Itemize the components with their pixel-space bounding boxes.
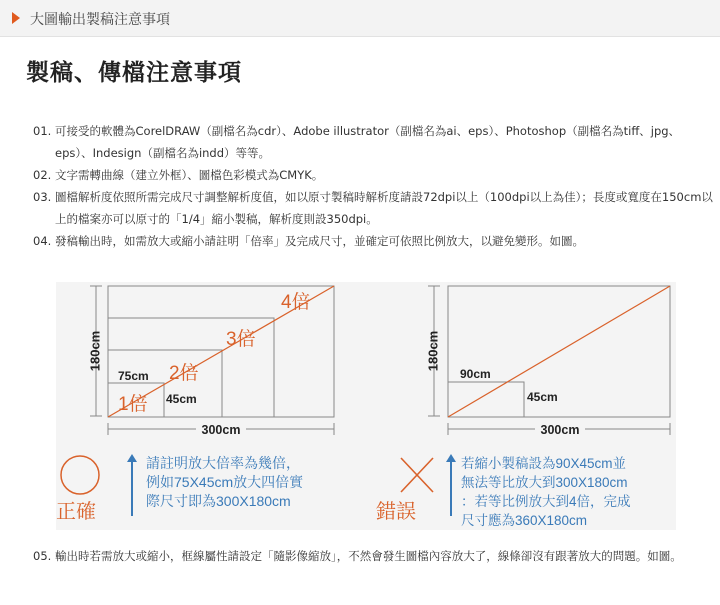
height-label: 180cm — [87, 330, 103, 372]
list-item — [33, 164, 717, 186]
item-number: 03. — [33, 190, 52, 204]
item-text: 可接受的軟體為CorelDRAW（副檔名為cdr）、Adobe illustrator（副檔名為ai、eps）、Photoshop（副檔名為tiff、jpg、eps）、Indesign（副檔名為indd）等等。 — [55, 124, 681, 160]
width-label: 300cm — [540, 423, 580, 437]
small-height-label: 45cm — [166, 392, 197, 406]
wrong-example — [376, 286, 670, 528]
draft-size-rect — [448, 382, 524, 417]
item-number: 04. — [33, 234, 52, 248]
list-item — [33, 186, 717, 230]
diagonal-line — [448, 286, 670, 417]
note-line: 請註明放大倍率為幾倍， — [146, 455, 300, 471]
page-title: 製稿、傳檔注意事項 — [26, 60, 242, 86]
item-text: 輸出時若需放大或縮小，框線屬性請設定「隨影像縮放」，不然會發生圖檔內容放大了，線條卻沒有跟著放大的問題。如圖。 — [55, 549, 682, 563]
verdict-correct: 正確 — [56, 501, 96, 523]
note-line: 無法等比放大到300X180cm — [461, 475, 628, 490]
small-width-label: 90cm — [460, 367, 491, 381]
list-item — [33, 120, 717, 164]
list-item — [33, 545, 717, 567]
scale-label-3x: 3倍 — [226, 329, 256, 350]
item-number: 05. — [33, 549, 52, 563]
list-item — [33, 230, 717, 252]
note-line: 際尺寸即為300X180cm — [146, 493, 291, 509]
width-label: 300cm — [201, 423, 241, 437]
scale-label-1x: 1倍 — [118, 394, 148, 415]
small-width-label: 75cm — [118, 369, 149, 383]
small-height-label: 45cm — [527, 390, 558, 404]
item-number: 01. — [33, 124, 52, 138]
scale-label-2x: 2倍 — [169, 363, 199, 384]
item-text: 發稿輸出時，如需放大或縮小請註明「倍率」及完成尺寸，並確定可依照比例放大，以避免變形。如圖。 — [55, 234, 584, 248]
circle-check-icon — [61, 456, 99, 494]
item-number: 02. — [33, 168, 52, 182]
note-line: ：若等比例放大到4倍，完成 — [461, 494, 631, 509]
scale-label-4x: 4倍 — [281, 292, 311, 313]
note-line: 若縮小製稿設為90X45cm並 — [461, 456, 627, 471]
breadcrumb-title: 大圖輸出製稿注意事項 — [30, 12, 170, 28]
item-text: 圖檔解析度依照所需完成尺寸調整解析度值，如以原寸製稿時解析度請設72dpi以上（100dpi以上為佳）；長度或寬度在150cm以上的檔案亦可以原寸的「1/4」縮小製稿，解析度則設350dpi。 — [55, 190, 713, 226]
note-line: 例如75X45cm放大四倍實 — [146, 474, 304, 490]
item-text: 文字需轉曲線（建立外框）、圖檔色彩模式為CMYK。 — [55, 168, 324, 182]
scaling-diagram — [56, 282, 676, 530]
correct-example — [56, 286, 334, 523]
verdict-wrong: 錯誤 — [376, 501, 416, 523]
note-line: 尺寸應為360X180cm — [461, 513, 588, 528]
height-label: 180cm — [425, 330, 441, 372]
triangle-bullet-icon — [12, 12, 20, 24]
breadcrumb-bar — [0, 0, 720, 37]
instruction-list — [33, 120, 717, 252]
